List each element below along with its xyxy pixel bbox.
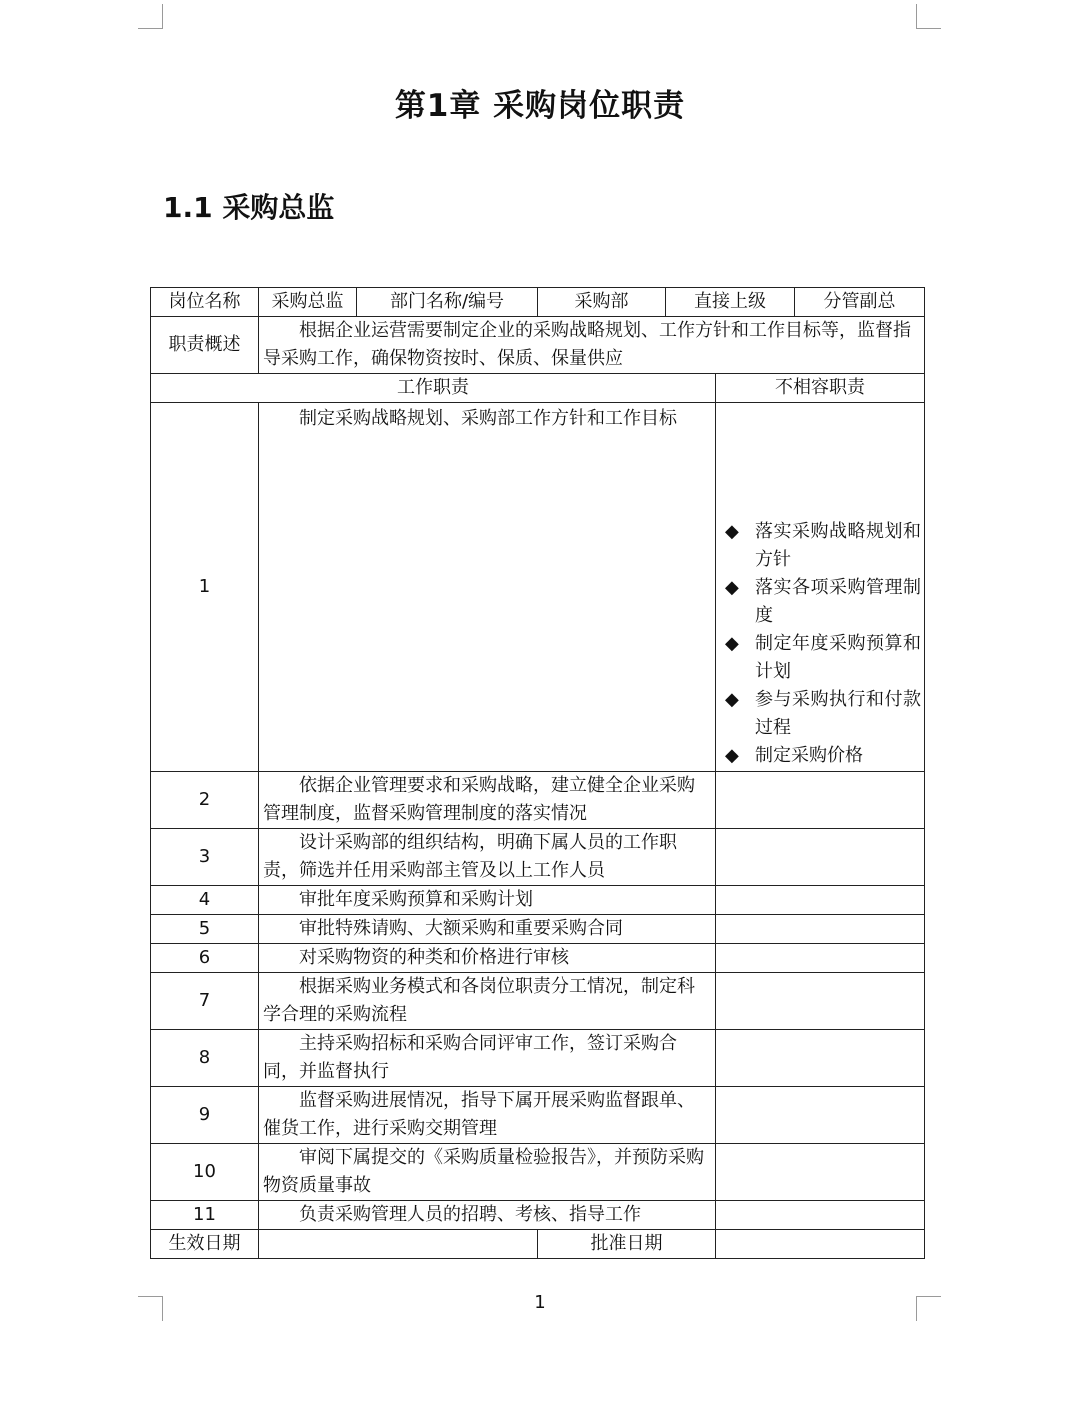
duty-number: 11 bbox=[151, 1201, 259, 1230]
diamond-bullet-icon: ◆ bbox=[725, 689, 739, 710]
duty-row bbox=[151, 772, 925, 829]
duty-text: 设计采购部的组织结构，明确下属人员的工作职责，筛选并任用采购部主管及以上工作人员 bbox=[259, 829, 716, 886]
effective-date-label: 生效日期 bbox=[151, 1230, 259, 1259]
duty-row bbox=[151, 1144, 925, 1201]
incompatible-empty-cell bbox=[716, 944, 925, 973]
incompatible-empty-cell bbox=[716, 1087, 925, 1144]
duty-number: 5 bbox=[151, 915, 259, 944]
duty-number: 10 bbox=[151, 1144, 259, 1201]
dept-label: 部门名称/编号 bbox=[357, 288, 538, 317]
duty-text: 审批特殊请购、大额采购和重要采购合同 bbox=[259, 915, 716, 944]
duty-text: 对采购物资的种类和价格进行审核 bbox=[259, 944, 716, 973]
duty-row bbox=[151, 403, 925, 772]
incompatible-empty-cell bbox=[716, 973, 925, 1030]
incompatible-duty-item bbox=[725, 630, 921, 686]
incompatible-duty-text: 制定年度采购预算和计划 bbox=[755, 633, 921, 682]
approve-date-value bbox=[716, 1230, 925, 1259]
summary-label: 职责概述 bbox=[151, 317, 259, 374]
duty-text: 根据采购业务模式和各岗位职责分工情况，制定科学合理的采购流程 bbox=[259, 973, 716, 1030]
incompatible-empty-cell bbox=[716, 772, 925, 829]
duty-row bbox=[151, 973, 925, 1030]
duties-column-header: 工作职责 bbox=[151, 374, 716, 403]
incompatible-empty-cell bbox=[716, 886, 925, 915]
footer-row bbox=[151, 1230, 925, 1259]
incompatible-empty-cell bbox=[716, 1201, 925, 1230]
duty-number: 9 bbox=[151, 1087, 259, 1144]
chapter-title: 第1章 采购岗位职责 bbox=[394, 88, 686, 124]
incompatible-empty-cell bbox=[716, 829, 925, 886]
section-title: 1.1 采购总监 bbox=[163, 191, 335, 224]
duty-text: 负责采购管理人员的招聘、考核、指导工作 bbox=[259, 1201, 716, 1230]
duty-text: 主持采购招标和采购合同评审工作，签订采购合同，并监督执行 bbox=[259, 1030, 716, 1087]
duty-row bbox=[151, 886, 925, 915]
summary-text: 根据企业运营需要制定企业的采购战略规划、工作方针和工作目标等，监督指导采购工作，确保物资按时、保质、保量供应 bbox=[259, 317, 925, 374]
duty-number: 8 bbox=[151, 1030, 259, 1087]
incompatible-duty-text: 落实各项采购管理制度 bbox=[755, 577, 921, 626]
incompatible-duty-item bbox=[725, 518, 921, 574]
superior-value: 分管副总 bbox=[795, 288, 925, 317]
job-duty-table bbox=[150, 287, 925, 1259]
duty-row bbox=[151, 915, 925, 944]
duty-text: 审批年度采购预算和采购计划 bbox=[259, 886, 716, 915]
duty-row bbox=[151, 1201, 925, 1230]
duty-number: 3 bbox=[151, 829, 259, 886]
incompatible-empty-cell bbox=[716, 1144, 925, 1201]
incompatible-duty-text: 落实采购战略规划和方针 bbox=[755, 521, 921, 570]
approve-date-label: 批准日期 bbox=[538, 1230, 716, 1259]
diamond-bullet-icon: ◆ bbox=[725, 577, 739, 598]
summary-row bbox=[151, 317, 925, 374]
dept-value: 采购部 bbox=[538, 288, 666, 317]
incompatible-duty-item bbox=[725, 574, 921, 630]
incompatible-column-header: 不相容职责 bbox=[716, 374, 925, 403]
duty-text: 依据企业管理要求和采购战略，建立健全企业采购管理制度，监督采购管理制度的落实情况 bbox=[259, 772, 716, 829]
crop-mark-top-right bbox=[916, 4, 941, 29]
position-value: 采购总监 bbox=[259, 288, 357, 317]
diamond-bullet-icon: ◆ bbox=[725, 745, 739, 766]
crop-mark-top-left bbox=[138, 4, 163, 29]
duty-text: 制定采购战略规划、采购部工作方针和工作目标 bbox=[259, 403, 716, 772]
duty-row bbox=[151, 829, 925, 886]
superior-label: 直接上级 bbox=[666, 288, 795, 317]
duty-row bbox=[151, 944, 925, 973]
duty-number: 1 bbox=[151, 403, 259, 772]
duty-number: 7 bbox=[151, 973, 259, 1030]
column-header-row bbox=[151, 374, 925, 403]
incompatible-duties-cell bbox=[716, 403, 925, 772]
duty-text: 审阅下属提交的《采购质量检验报告》，并预防采购物资质量事故 bbox=[259, 1144, 716, 1201]
duty-number: 6 bbox=[151, 944, 259, 973]
effective-date-value bbox=[259, 1230, 538, 1259]
duty-text: 监督采购进展情况，指导下属开展采购监督跟单、催货工作，进行采购交期管理 bbox=[259, 1087, 716, 1144]
incompatible-duties-list bbox=[719, 518, 921, 770]
diamond-bullet-icon: ◆ bbox=[725, 521, 739, 542]
incompatible-empty-cell bbox=[716, 1030, 925, 1087]
duty-row bbox=[151, 1087, 925, 1144]
diamond-bullet-icon: ◆ bbox=[725, 633, 739, 654]
header-row bbox=[151, 288, 925, 317]
incompatible-duty-item bbox=[725, 742, 921, 770]
page-number: 1 bbox=[534, 1292, 546, 1313]
incompatible-duty-text: 制定采购价格 bbox=[755, 745, 863, 766]
duty-row bbox=[151, 1030, 925, 1087]
incompatible-duty-text: 参与采购执行和付款过程 bbox=[755, 689, 921, 738]
duty-number: 4 bbox=[151, 886, 259, 915]
incompatible-empty-cell bbox=[716, 915, 925, 944]
position-label: 岗位名称 bbox=[151, 288, 259, 317]
incompatible-duty-item bbox=[725, 686, 921, 742]
duty-number: 2 bbox=[151, 772, 259, 829]
